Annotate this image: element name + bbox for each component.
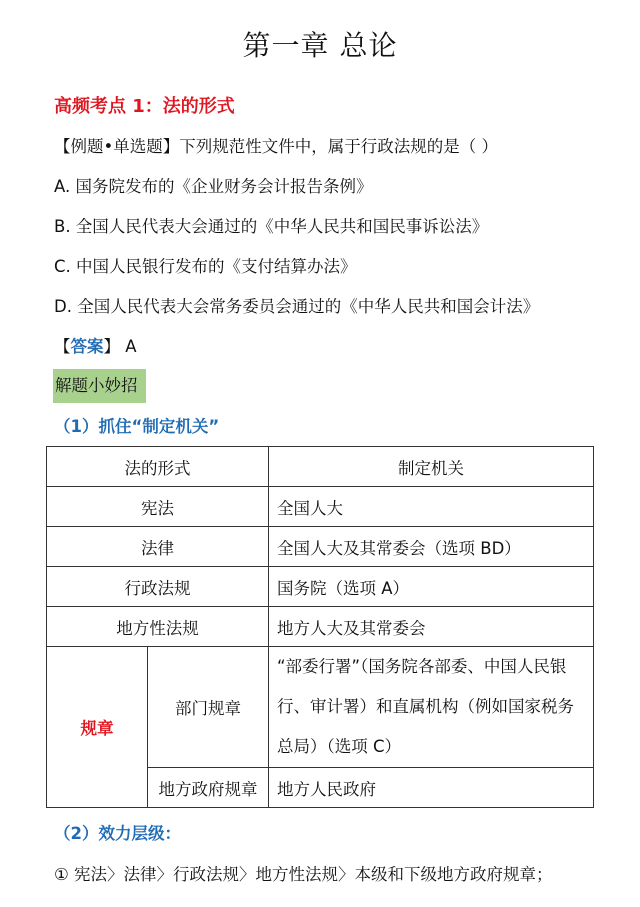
cell-organ: “部委行署”（国务院各部委、中国人民银行、审计署）和直属机构（例如国家税务总局）（选项 C）	[269, 647, 594, 768]
option-a: A. 国务院发布的《企业财务会计报告条例》	[54, 177, 373, 196]
answer-bracket-close: 】	[103, 337, 120, 356]
cell-form: 地方性法规	[47, 607, 269, 647]
law-forms-table	[46, 446, 594, 808]
cell-form: 宪法	[47, 487, 269, 527]
answer-value: A	[125, 337, 137, 356]
table-header-row	[47, 447, 594, 487]
section-heading-hierarchy: （2）效力层级：	[54, 824, 181, 843]
chapter-title: 第一章 总论	[242, 29, 398, 62]
cell-subform: 部门规章	[148, 647, 269, 768]
cell-form: 行政法规	[47, 567, 269, 607]
cell-rules-label: 规章	[47, 647, 148, 808]
answer-label: 答案	[70, 337, 104, 356]
table-row	[47, 607, 594, 647]
answer-line	[54, 333, 137, 357]
table-row	[47, 527, 594, 567]
option-c: C. 中国人民银行发布的《支付结算办法》	[54, 257, 357, 276]
cell-organ: 全国人大	[269, 487, 594, 527]
cell-subform: 地方政府规章	[148, 768, 269, 808]
answer-bracket-open: 【	[54, 337, 71, 356]
option-b: B. 全国人民代表大会通过的《中华人民共和国民事诉讼法》	[54, 217, 489, 236]
cell-organ: 地方人大及其常委会	[269, 607, 594, 647]
cell-organ: 国务院（选项 A）	[269, 567, 594, 607]
hierarchy-text: ① 宪法〉法律〉行政法规〉地方性法规〉本级和下级地方政府规章；	[54, 865, 553, 884]
option-d: D. 全国人民代表大会常务委员会通过的《中华人民共和国会计法》	[54, 297, 540, 316]
header-form: 法的形式	[47, 447, 269, 487]
section-heading-organ: （1）抓住“制定机关”	[54, 417, 220, 436]
tip-banner: 解题小妙招	[53, 369, 146, 403]
cell-organ: 地方人民政府	[269, 768, 594, 808]
table-row	[47, 647, 594, 768]
table-row	[47, 487, 594, 527]
question-text: 【例题•单选题】下列规范性文件中，属于行政法规的是（ ）	[54, 137, 498, 156]
table-row	[47, 567, 594, 607]
header-organ: 制定机关	[269, 447, 594, 487]
hot-point-heading: 高频考点 1：法的形式	[54, 96, 235, 117]
cell-form: 法律	[47, 527, 269, 567]
cell-organ: 全国人大及其常委会（选项 BD）	[269, 527, 594, 567]
